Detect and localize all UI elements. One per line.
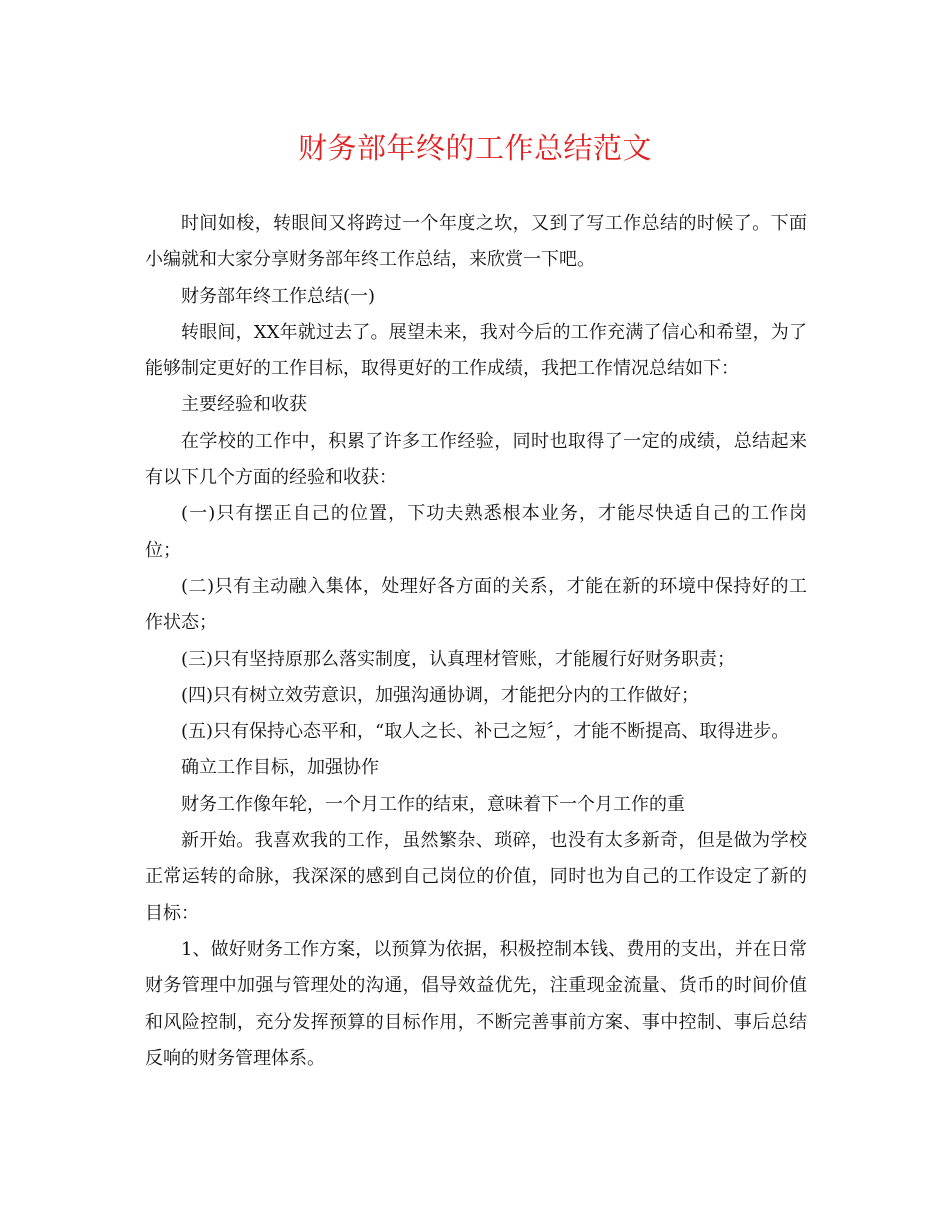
list-item-4: (四)只有树立效劳意识，加强沟通协调，才能把分内的工作做好； [181, 684, 700, 706]
goals-paragraph-line: 财务工作像年轮，一个月工作的结束，意味着下一个月工作的重 [181, 793, 685, 815]
subheading-experience: 主要经验和收获 [181, 394, 307, 416]
document-title: 财务部年终的工作总结范文 [297, 131, 652, 165]
goal-item-1: 1、做好财务工作方案，以预算为依据，积极控制本钱、费用的支出，并在日常财务管理中加强与管理处的沟通，倡导效益优先，注重现金流量、货币的时间价值和风险控制，充分发挥预算的目标作用，不断完善事前方案、事中控制、事后总结反响的财务管理体系。 [145, 938, 807, 1069]
document-body [145, 206, 807, 1077]
goals-paragraph: 新开始。我喜欢我的工作，虽然繁杂、琐碎，也没有太多新奇，但是做为学校正常运转的命脉，我深深的感到自己岗位的价值，同时也为自己的工作设定了新的目标： [145, 830, 807, 924]
list-item-3: (三)只有坚持原那么落实制度，认真理材管账，才能履行好财务职责； [181, 648, 736, 670]
list-item-5: (五)只有保持心态平和，“取人之长、补己之短〞，才能不断提高、取得进步。 [181, 721, 790, 743]
list-item-2: (二)只有主动融入集体，处理好各方面的关系，才能在新的环境中保持好的工作状态； [145, 575, 807, 634]
summary-intro-paragraph: 转眼间，XX年就过去了。展望未来，我对今后的工作充满了信心和希望，为了能够制定更好的工作目标，取得更好的工作成绩，我把工作情况总结如下： [145, 321, 807, 380]
experience-paragraph: 在学校的工作中，积累了许多工作经验，同时也取得了一定的成绩，总结起来有以下几个方面的经验和收获： [145, 430, 807, 489]
subheading-goals: 确立工作目标，加强协作 [181, 757, 379, 779]
intro-paragraph: 时间如梭，转眼间又将跨过一个年度之坎，又到了写工作总结的时候了。下面小编就和大家分享财务部年终工作总结，来欣赏一下吧。 [145, 213, 807, 271]
list-item-1: (一)只有摆正自己的位置，下功夫熟悉根本业务，才能尽快适自己的工作岗位； [145, 503, 807, 561]
section-heading-1: 财务部年终工作总结(一) [181, 285, 376, 307]
